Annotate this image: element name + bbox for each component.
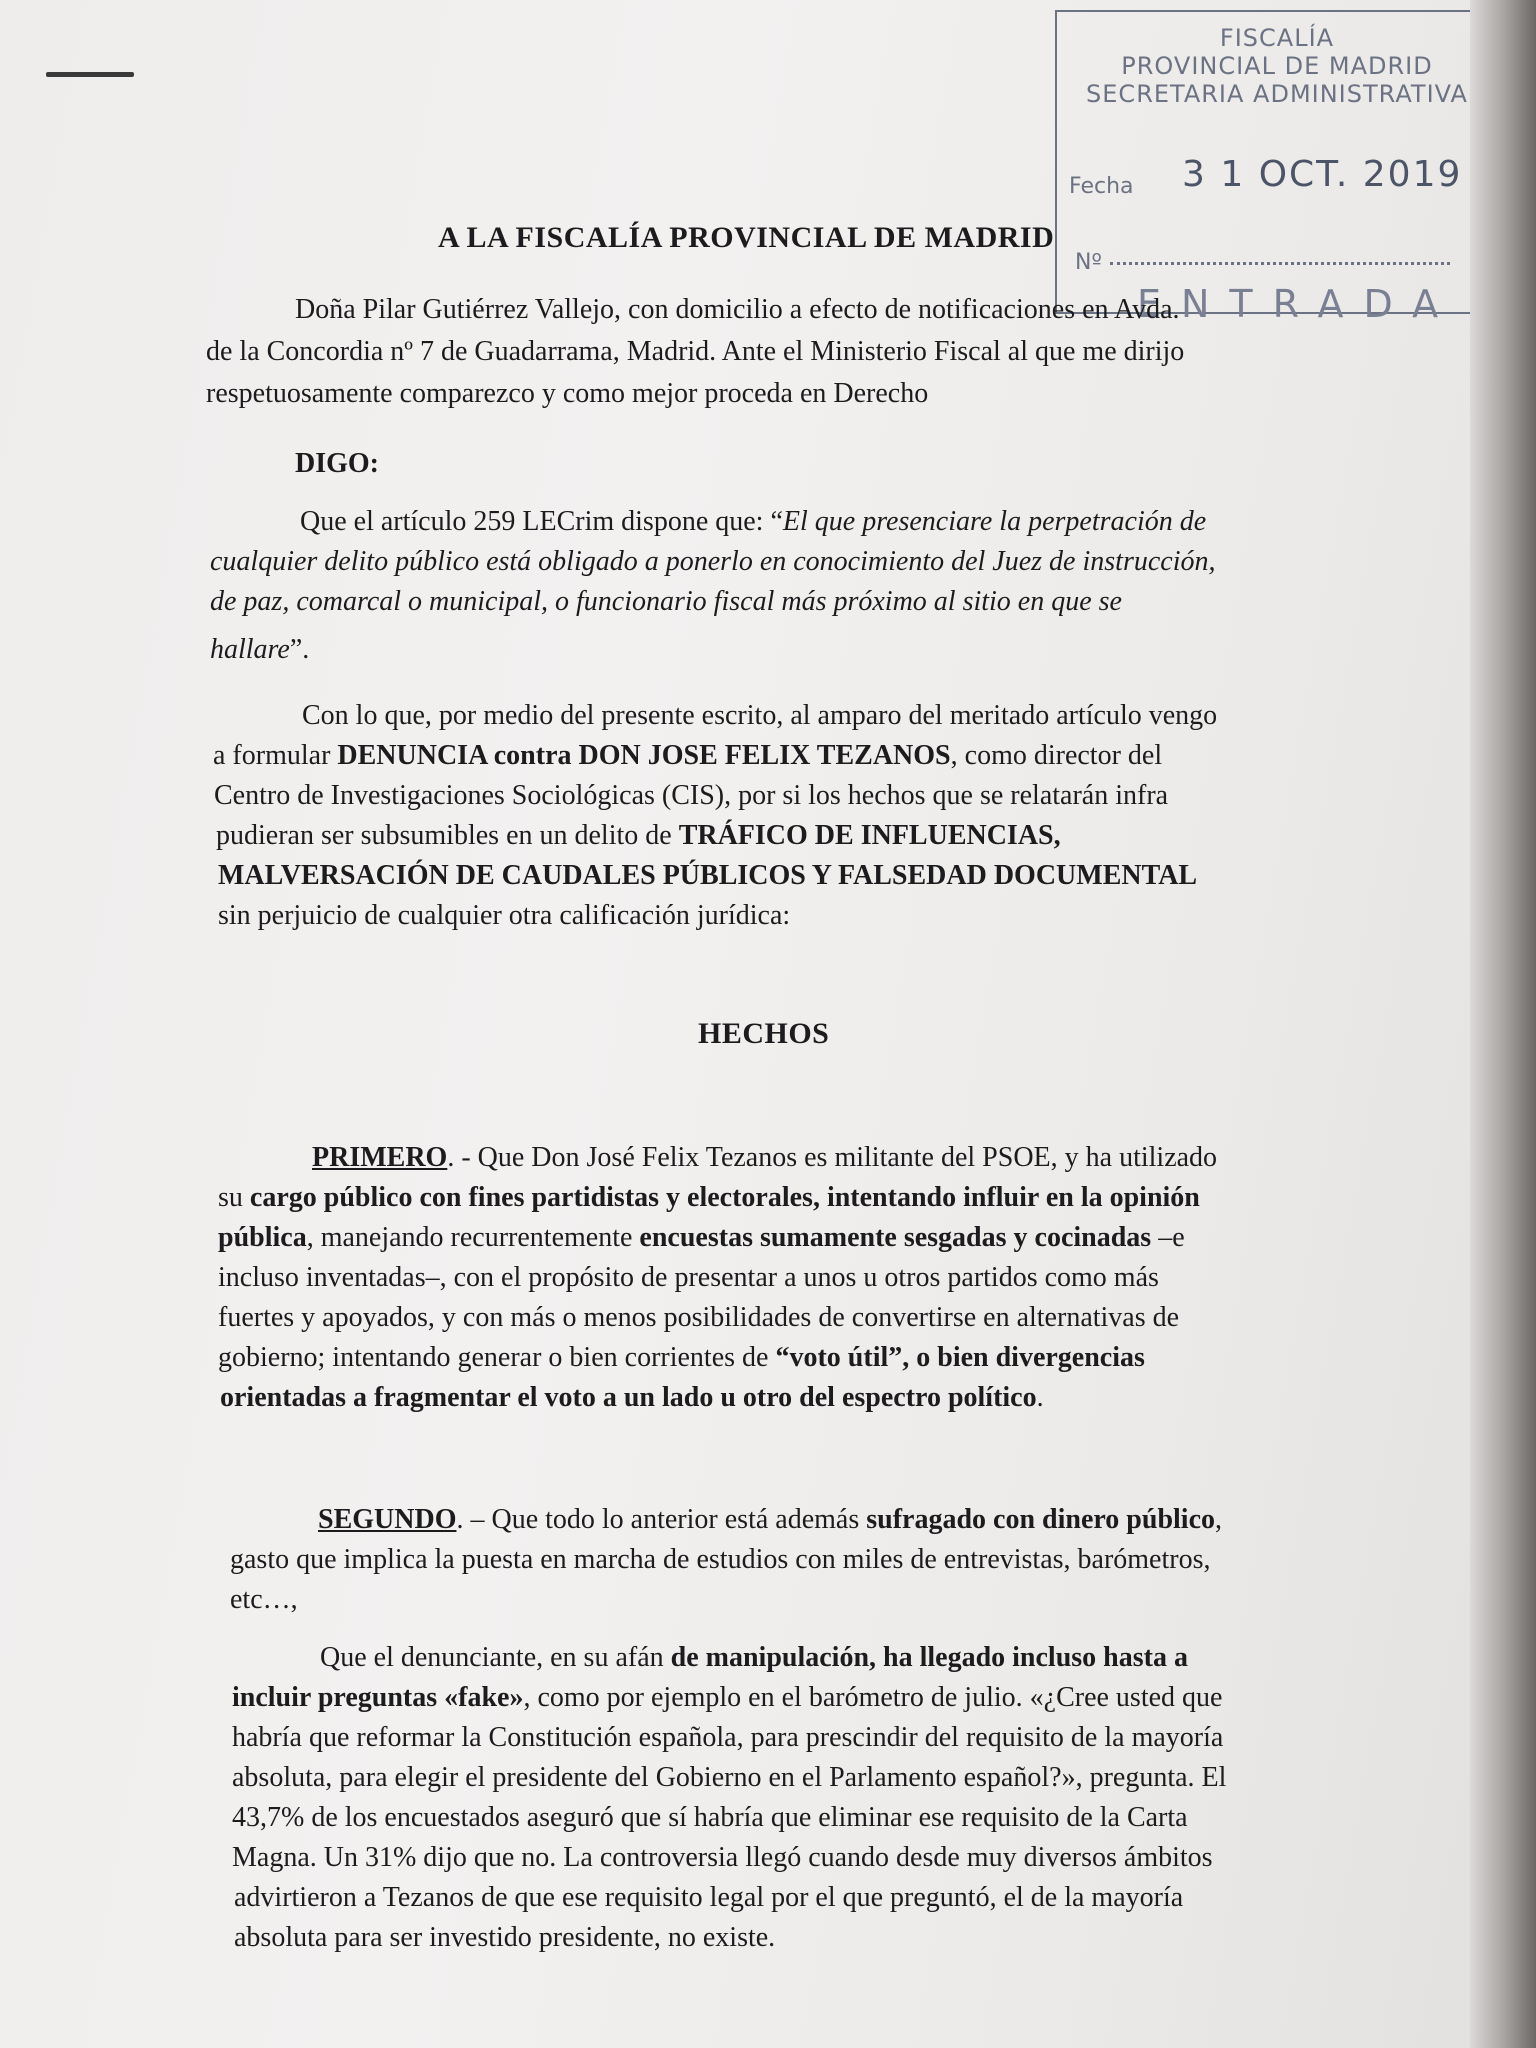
segundo-text-1b: sufragado con dinero público [866, 1504, 1216, 1535]
segundo-p2-line-5: 43,7% de los encuestados aseguró que sí habría que eliminar ese requisito de la Carta [232, 1802, 1188, 1833]
denuncia-line-2 [213, 736, 1162, 776]
segundo-p2-line-7: advirtieron a Tezanos de que ese requisito legal por el que preguntó, el de la mayoría [234, 1882, 1184, 1913]
primero-text-2b: cargo público con fines partidistas y electorales, intentando influir en la opinión [249, 1182, 1200, 1213]
denuncia-line-3: Centro de Investigaciones Sociológicas (CIS), por si los hechos que se relatarán infra [214, 780, 1169, 811]
article-lead: Que el artículo 259 LECrim dispone que: “ [300, 506, 783, 537]
segundo-p2-text-1b: de manipulación, ha llegado incluso hasta a [670, 1642, 1188, 1673]
primero-line-6 [218, 1338, 1145, 1378]
page-edge-shadow [1470, 0, 1536, 2048]
stamp-fecha-value: 3 1 OCT. 2019 [1182, 154, 1463, 195]
primero-text-6a: gobierno; intentando generar o bien corrientes de [218, 1342, 776, 1373]
denuncia-accused: DENUNCIA contra DON JOSE FELIX TEZANOS [337, 740, 951, 771]
digo-heading: DIGO: [295, 448, 379, 479]
primero-line-3 [218, 1218, 1185, 1258]
stamp-numero-dots [1110, 262, 1450, 265]
segundo-p2-line-3: habría que reformar la Constitución española, para prescindir del requisito de la mayoría [232, 1722, 1224, 1753]
article-line-1 [300, 502, 1206, 542]
stamp-line-3: SECRETARIA ADMINISTRATIVA [1086, 80, 1468, 108]
segundo-p2-line-6: Magna. Un 31% dijo que no. La controversia llegó cuando desde muy diversos ámbitos [232, 1842, 1213, 1873]
segundo-label: SEGUNDO [318, 1504, 457, 1535]
stamp-fecha-label: Fecha [1069, 174, 1134, 199]
primero-line-5: fuertes y apoyados, y con más o menos posibilidades de convertirse en alternativas de [218, 1302, 1180, 1333]
segundo-p2-line-4: absoluta, para elegir el presidente del Gobierno en el Parlamento español?», pregunta. El [232, 1762, 1227, 1793]
denuncia-line-4 [216, 816, 1061, 856]
segundo-line-2: gasto que implica la puesta en marcha de estudios con miles de entrevistas, barómetros, [230, 1544, 1211, 1575]
primero-text-7: orientadas a fragmentar el voto a un lado u otro del espectro político [220, 1382, 1037, 1413]
stamp-numero-label: Nº [1075, 250, 1102, 275]
segundo-text-1a: . – Que todo lo anterior está además [456, 1504, 867, 1535]
primero-text-3d: –e [1151, 1222, 1185, 1253]
denuncia-text-4a: pudieran ser subsumibles en un delito de [216, 820, 679, 851]
article-end: ”. [289, 634, 310, 665]
primero-text-1: . - Que Don José Felix Tezanos es militante del PSOE, y ha utilizado [447, 1142, 1218, 1173]
primero-text-6b: “voto útil”, o bien divergencias [775, 1342, 1145, 1373]
segundo-line-3: etc…, [230, 1584, 298, 1615]
denuncia-text-2c: , como director del [950, 740, 1163, 771]
primero-line-2 [218, 1178, 1200, 1218]
segundo-text-1c: , [1215, 1504, 1223, 1535]
hechos-heading: HECHOS [698, 1017, 830, 1050]
primero-line-4: incluso inventadas–, con el propósito de presentar a unos u otros partidos como más [218, 1262, 1159, 1293]
segundo-p2-text-1a: Que el denunciante, en su afán [320, 1642, 671, 1673]
document-title: A LA FISCALÍA PROVINCIAL DE MADRID [438, 221, 1055, 254]
segundo-p2-line-2 [232, 1678, 1222, 1718]
article-quote-4: hallare [210, 634, 290, 665]
segundo-p2-line-1 [320, 1638, 1188, 1678]
primero-line-7 [220, 1378, 1044, 1418]
intro-line-1: Doña Pilar Gutiérrez Vallejo, con domicilio a efecto de notificaciones en Avda. [295, 294, 1180, 325]
segundo-line-1 [318, 1500, 1222, 1540]
stamp-numero [1075, 250, 1450, 275]
primero-text-3c: encuestas sumamente sesgadas y cocinadas [639, 1222, 1152, 1253]
article-quote-1: El que presenciare la perpetración de [782, 506, 1207, 537]
intro-line-3: respetuosamente comparezco y como mejor proceda en Derecho [206, 378, 929, 409]
denuncia-line-6: sin perjuicio de cualquier otra calificación jurídica: [218, 900, 791, 931]
article-quote-2: cualquier delito público está obligado a ponerlo en conocimiento del Juez de instrucción, [210, 546, 1216, 577]
primero-text-2a: su [218, 1182, 250, 1213]
article-quote-3: de paz, comarcal o municipal, o funcionario fiscal más próximo al sitio en que se [210, 586, 1122, 617]
segundo-p2-text-2a: incluir preguntas «fake» [232, 1682, 524, 1713]
primero-text-3b: , manejando recurrentemente [306, 1222, 640, 1253]
primero-text-3a: pública [218, 1222, 307, 1253]
denuncia-line-1: Con lo que, por medio del presente escrito, al amparo del meritado artículo vengo [302, 700, 1218, 731]
entry-stamp [1055, 10, 1499, 326]
segundo-p2-line-8: absoluta para ser investido presidente, no existe. [234, 1922, 776, 1953]
primero-line-1 [312, 1138, 1217, 1178]
segundo-p2-text-2b: , como por ejemplo en el barómetro de julio. «¿Cree usted que [523, 1682, 1223, 1713]
denuncia-text-2a: a formular [213, 740, 338, 771]
article-line-4 [210, 630, 309, 670]
header-dash [46, 72, 134, 77]
denuncia-crime-1: TRÁFICO DE INFLUENCIAS, [678, 820, 1061, 851]
denuncia-crimes-2: MALVERSACIÓN DE CAUDALES PÚBLICOS Y FALSEDAD DOCUMENTAL [218, 860, 1198, 891]
stamp-entrada: ENTRADA [1137, 282, 1459, 326]
intro-line-2: de la Concordia nº 7 de Guadarrama, Madrid. Ante el Ministerio Fiscal al que me dirijo [206, 336, 1185, 367]
stamp-line-1: FISCALÍA [1219, 24, 1335, 52]
stamp-line-2: PROVINCIAL DE MADRID [1121, 52, 1433, 80]
primero-text-7end: . [1036, 1382, 1044, 1413]
primero-label: PRIMERO [312, 1142, 448, 1173]
